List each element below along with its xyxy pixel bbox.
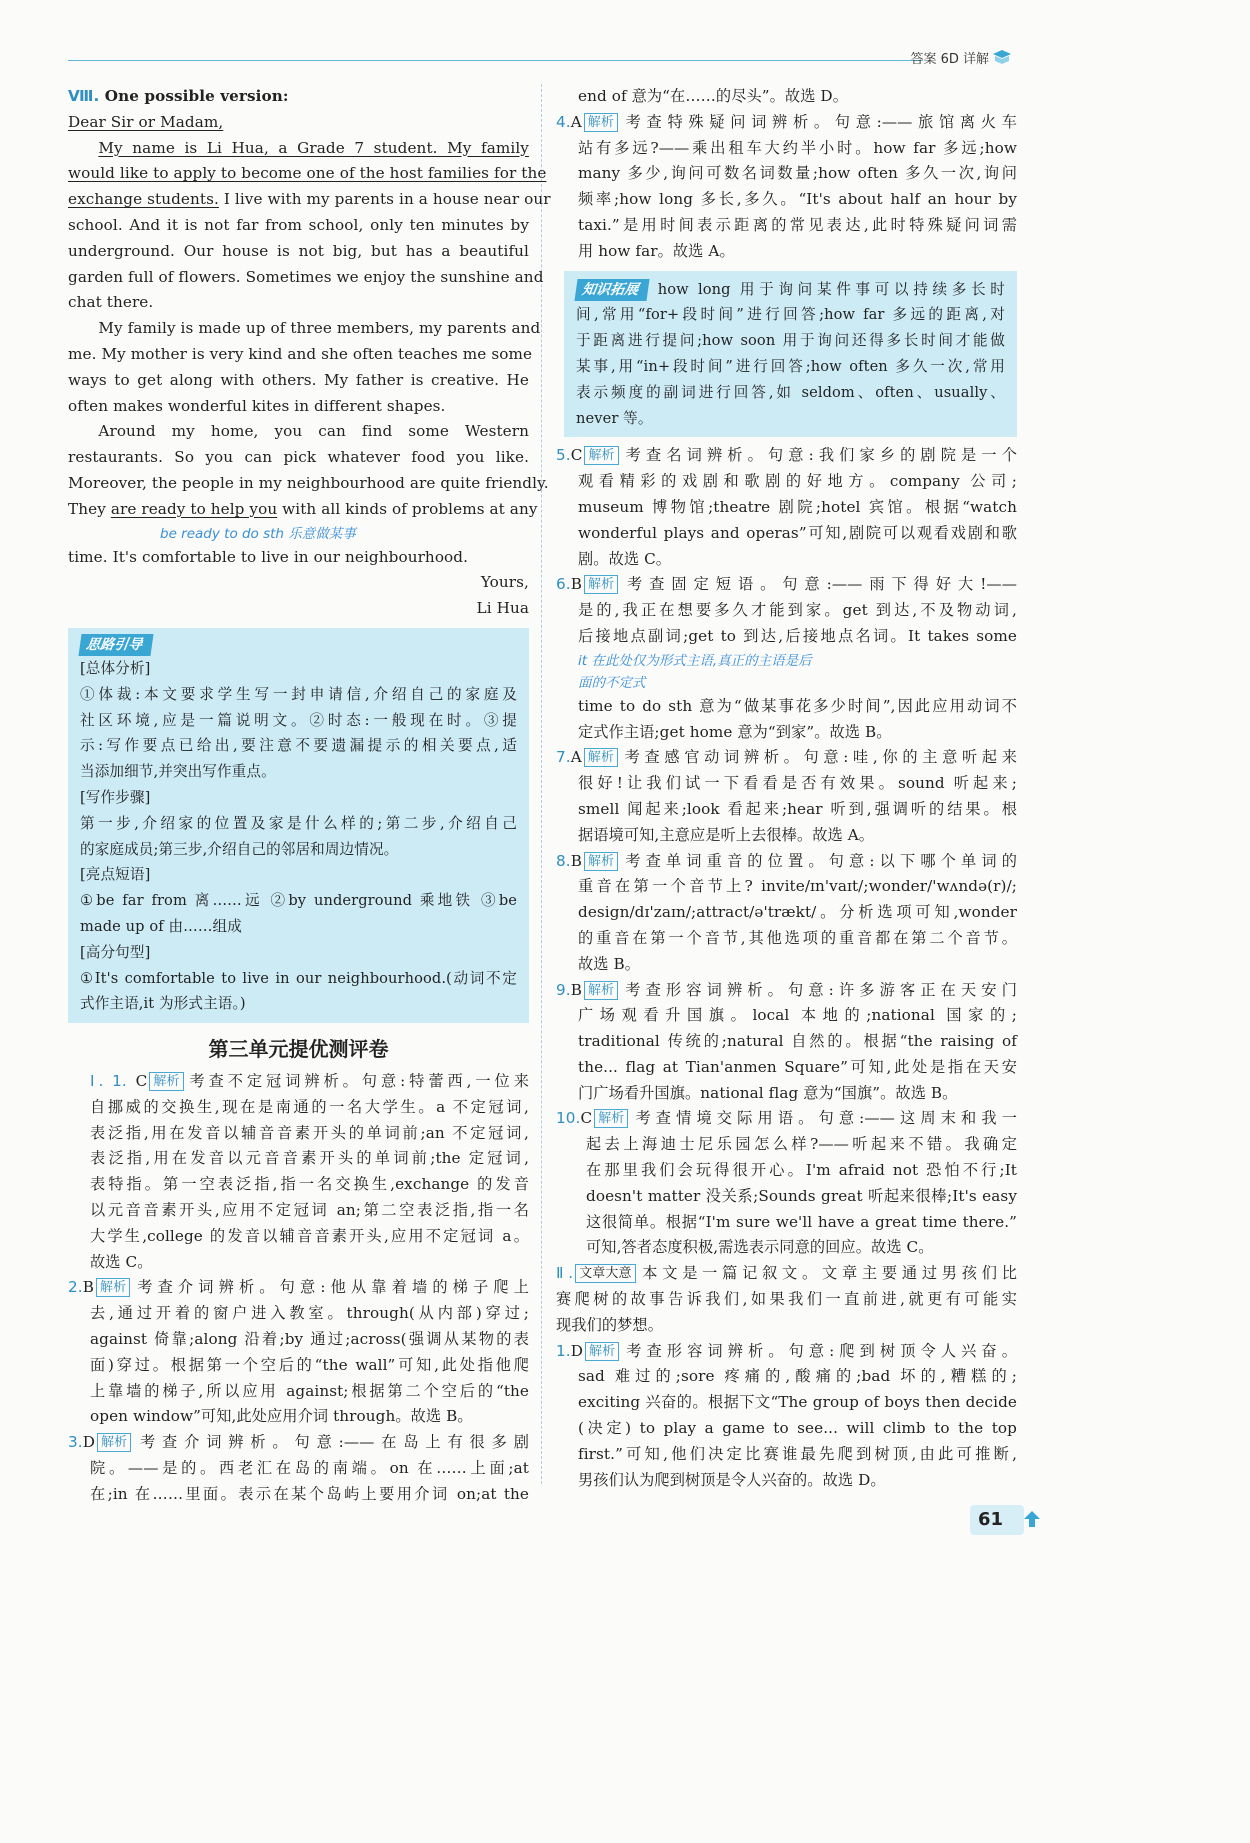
essay-greeting: Dear Sir or Madam, xyxy=(68,112,224,131)
text-line: 大学生,college 的发音以辅音音素开头,应用不定冠词 a。 xyxy=(90,1226,529,1245)
text-line: 3.D 解析 考查介词辨析。句意:——在岛上有很多剧 xyxy=(68,1433,529,1452)
text-line: 很好!让我们试一下看看是否有效果。sound 听起来; xyxy=(578,774,1017,793)
writing-guide-box xyxy=(68,628,529,1023)
essay-line: chat there. xyxy=(68,293,154,312)
text-line: 可知,答者态度积极,需选表示同意的回应。故选 C。 xyxy=(586,1238,934,1257)
knowledge-extension-box xyxy=(564,271,1017,438)
text-line: 现我们的梦想。 xyxy=(556,1315,664,1334)
text-line: smell 闻起来;look 看起来;hear 听到,强调听的结果。根 xyxy=(578,799,1017,818)
left-column xyxy=(68,84,551,1508)
text-line: 自挪威的交换生,现在是南通的一名大学生。a 不定冠词, xyxy=(90,1097,529,1116)
guide-line: ①be far from 离……远 ②by underground 乘地铁 ③be xyxy=(80,892,517,910)
text-line: 表泛指,用在发音以辅音音素开头的单词前;an 不定冠词, xyxy=(90,1123,529,1142)
essay-line: school. And it is not far from school, only ten minutes by xyxy=(68,215,529,234)
text-line: 某事,用“in+段时间”进行回答;how often 多久一次,常用 xyxy=(576,357,1005,375)
answer-item xyxy=(556,1106,1017,1261)
essay-line: garden full of flowers. Sometimes we enjoy the sunshine and xyxy=(68,267,544,286)
answer-item xyxy=(556,110,1017,265)
essay-line: underground. Our house is not big, but has a beautiful xyxy=(68,241,529,260)
text-line: 剧。故选 C。 xyxy=(578,549,672,568)
text-line: sad 难过的;sore 疼痛的,酸痛的;bad 坏的,糟糕的; xyxy=(578,1367,1017,1386)
answer-item xyxy=(556,572,1017,745)
text-line: 在;in 在……里面。表示在某个岛屿上要用介词 on;at the xyxy=(90,1484,529,1503)
essay-line: would like to apply to become one of the host families for the xyxy=(68,164,547,183)
answer-item xyxy=(68,1430,529,1507)
text-line: 10.C 解析 考查情境交际用语。句意:——这周末和我一 xyxy=(556,1109,1017,1128)
text-line: 是的,我正在想要多久才能到家。get 到达,不及物动词, xyxy=(578,601,1017,620)
header-label: 答案 6D 详解 xyxy=(910,52,989,67)
text-line: 在那里我们会玩得很开心。I'm afraid not 恐怕不行;It xyxy=(586,1161,1017,1180)
book-icon xyxy=(991,46,1013,68)
extension-tag: 知识拓展 xyxy=(574,279,649,301)
essay-line: Moreover, the people in my neighbourhood are quite friendly. xyxy=(68,473,549,492)
answer-item xyxy=(556,84,1017,110)
answer-item xyxy=(556,849,1017,978)
text-line: traditional 传统的;natural 自然的。根据“the raising of xyxy=(578,1032,1017,1051)
answer-item xyxy=(68,1275,529,1430)
text-line: 2.B 解析 考查介词辨析。句意:他从靠着墙的梯子爬上 xyxy=(68,1278,529,1297)
text-line: 5.C 解析 考查名词辨析。句意:我们家乡的剧院是一个 xyxy=(556,446,1017,465)
text-line: 9.B 解析 考查形容词辨析。句意:许多游客正在天安门 xyxy=(556,980,1017,999)
text-line: 面)穿过。根据第一个空后的“the wall”可知,此处指他爬 xyxy=(90,1355,529,1374)
essay-line: ways to get along with others. My father is creative. He xyxy=(68,370,529,389)
text-line: 男孩们认为爬到树顶是令人兴奋的。故选 D。 xyxy=(578,1470,886,1489)
section-title: 第三单元提优测评卷 xyxy=(208,1037,389,1062)
answer-item xyxy=(556,978,1017,1107)
text-line: 这很简单。根据“I'm sure we'll have a great time there.” xyxy=(586,1212,1017,1231)
text-line: 间,常用“for+段时间”进行回答;how far 多远的距离,对 xyxy=(576,306,1005,324)
guide-line: 式作主语,it 为形式主语。) xyxy=(80,995,246,1013)
essay-line: time. It's comfortable to live in our neighbourhood. xyxy=(68,547,469,566)
text-line: 于距离进行提问;how soon 用于询问还得多长时间才能做 xyxy=(576,332,1005,350)
guide-line: made up of 由……组成 xyxy=(80,917,242,935)
text-line: 表泛指,用在发音以元音音素开头的单词前;the 定冠词, xyxy=(90,1149,529,1168)
text-line: (决定) to play a game to see... will climb to the top xyxy=(578,1419,1017,1438)
answer-item xyxy=(556,443,1017,572)
text-line: against 倚靠;along 沿着;by 通过;across(强调从某物的表 xyxy=(90,1330,529,1349)
text-line: 8.B 解析 考查单词重音的位置。句意:以下哪个单词的 xyxy=(556,851,1017,870)
handwritten-note: 面的不定式 xyxy=(578,674,646,691)
text-line: 定式作主语;get home 意为“到家”。故选 B。 xyxy=(578,722,892,741)
text-line: 故选 C。 xyxy=(90,1252,153,1271)
guide-line: 社区环境,应是一篇说明文。②时态:一般现在时。③提 xyxy=(80,711,517,729)
text-line: 观看精彩的戏剧和歌剧的好地方。company 公司; xyxy=(578,472,1017,491)
text-line: 频率;how long 多长,多久。“It's about half an hour by xyxy=(578,190,1017,209)
guide-tag: 思路引导 xyxy=(78,634,153,656)
text-line: end of 意为“在……的尽头”。故选 D。 xyxy=(578,87,848,105)
text-line: 站有多远?——乘出租车大约半小时。how far 多远;how xyxy=(578,138,1017,157)
essay-line: me. My mother is very kind and she often teaches me some xyxy=(68,344,533,363)
essay-line: often makes wonderful kites in different shapes. xyxy=(68,396,446,415)
text-line: time to do sth 意为“做某事花多少时间”,因此应用动词不 xyxy=(578,696,1017,715)
text-line: first.”可知,他们决定比赛谁最先爬到树顶,由此可推断, xyxy=(578,1444,1017,1463)
text-line: wonderful plays and operas”可知,剧院可以观看戏剧和歌 xyxy=(578,523,1017,542)
text-line: doesn't matter 没关系;Sounds great 听起来很棒;It's easy xyxy=(586,1186,1017,1205)
column-divider xyxy=(541,84,542,1484)
right-column xyxy=(556,84,1017,1493)
guide-heading: [写作步骤] xyxy=(80,788,151,806)
text-line: 后接地点副词;get to 到达,后接地点名词。It takes some xyxy=(578,626,1017,645)
essay-closing: Yours, xyxy=(480,573,529,592)
text-line: 赛爬树的故事告诉我们,如果我们一直前进,就更有可能实 xyxy=(556,1290,1017,1309)
essay-line: exchange students. I live with my parents in a house near our xyxy=(68,190,551,209)
text-line: 的重音在第一个音节,其他选项的重音都在第二个音节。 xyxy=(578,928,1017,947)
text-line: 知识拓展 how long 用于询问某件事可以持续多长时 xyxy=(576,277,1005,303)
text-line: 去,通过开着的窗户进入教室。through(从内部)穿过; xyxy=(90,1304,529,1323)
essay-line: My name is Li Hua, a Grade 7 student. My family xyxy=(98,138,529,157)
answer-item xyxy=(556,1339,1017,1494)
guide-line: 第一步,介绍家的位置及家是什么样的;第二步,介绍自己 xyxy=(80,814,517,832)
guide-line: 示:写作要点已给出,要注意不要遗漏提示的相关要点,适 xyxy=(80,737,517,755)
text-line: 起去上海迪士尼乐园怎么样?——听起来不错。我确定 xyxy=(586,1135,1017,1154)
text-line: Ⅰ. 1. C 解析 考查不定冠词辨析。句意:特蕾西,一位来 xyxy=(90,1072,529,1091)
header-rule xyxy=(68,60,923,61)
guide-line: 的家庭成员;第三步,介绍自己的邻居和周边情况。 xyxy=(80,840,399,858)
text-line: 重音在第一个音节上? invite/ɪn'vaɪt/;wonder/'wʌndə(r)/; xyxy=(578,877,1017,896)
text-line: 用 how far。故选 A。 xyxy=(578,241,735,260)
guide-line: 当添加细节,并突出写作重点。 xyxy=(80,763,276,781)
text-line: never 等。 xyxy=(576,409,653,427)
text-line: 广场观看升国旗。local 本地的;national 国家的; xyxy=(578,1006,1017,1025)
arrow-up-icon xyxy=(1023,1510,1041,1528)
text-line: 4.A 解析 考查特殊疑问词辨析。句意:——旅馆离火车 xyxy=(556,112,1017,131)
handwritten-note: it 在此处仅为形式主语,真正的主语是后 xyxy=(578,652,812,669)
page-number: 61 xyxy=(970,1505,1024,1535)
text-line: 门广场看升国旗。national flag 意为“国旗”。故选 B。 xyxy=(578,1083,958,1102)
text-line: museum 博物馆;theatre 剧院;hotel 宾馆。根据“watch xyxy=(578,497,1017,516)
essay-signature: Li Hua xyxy=(476,599,529,618)
text-line: design/dɪ'zaɪn/;attract/ə'trækt/。分析选项可知,wonder xyxy=(578,903,1017,922)
text-line: 6.B 解析 考查固定短语。句意:——雨下得好大!—— xyxy=(556,575,1017,594)
guide-heading: [总体分析] xyxy=(80,659,151,677)
text-line: taxi.”是用时间表示距离的常见表达,此时特殊疑问词需 xyxy=(578,215,1017,234)
guide-heading: [高分句型] xyxy=(80,943,151,961)
text-line: many 多少,询问可数名词数量;how often 多久一次,询问 xyxy=(578,164,1017,183)
text-line: 据语境可知,主意应是听上去很棒。故选 A。 xyxy=(578,825,875,844)
text-line: 表示频度的副词进行回答,如 seldom、often、usually、 xyxy=(576,383,1005,401)
text-line: 上靠墙的梯子,所以应用 against;根据第二个空后的“the xyxy=(90,1381,529,1400)
text-line: 7.A 解析 考查感官动词辨析。句意:哇,你的主意听起来 xyxy=(556,748,1017,767)
essay-line: Around my home, you can find some Western xyxy=(98,422,529,441)
text-line: 故选 B。 xyxy=(578,954,641,973)
text-line: 院。——是的。西老汇在岛的南端。on 在……上面;at xyxy=(90,1459,529,1478)
essay-heading: Ⅷ. One possible version: xyxy=(68,87,289,105)
section-summary xyxy=(556,1261,1017,1338)
text-line: 以元音音素开头,应用不定冠词 an;第二空表泛指,指一名 xyxy=(90,1201,529,1220)
essay-line: They are ready to help you with all kinds of problems at any xyxy=(68,499,538,518)
handwritten-note: be ready to do sth 乐意做某事 xyxy=(160,525,356,542)
answer-item xyxy=(68,1069,529,1275)
text-line: exciting 兴奋的。根据下文“The group of boys then decide xyxy=(578,1393,1017,1412)
guide-line: ①体裁:本文要求学生写一封申请信,介绍自己的家庭及 xyxy=(80,685,517,703)
text-line: Ⅱ. 文章大意 本文是一篇记叙文。文章主要通过男孩们比 xyxy=(556,1264,1017,1283)
essay-line: My family is made up of three members, my parents and xyxy=(98,319,541,338)
guide-heading: [亮点短语] xyxy=(80,866,151,884)
text-line: the... flag at Tian'anmen Square”可知,此处是指在天安 xyxy=(578,1057,1017,1076)
guide-line: ①It's comfortable to live in our neighbourhood.(动词不定 xyxy=(80,969,517,987)
text-line: open window”可知,此处应用介词 through。故选 B。 xyxy=(90,1407,473,1426)
essay-line: restaurants. So you can pick whatever food you like. xyxy=(68,448,529,467)
answer-item xyxy=(556,745,1017,848)
text-line: 表特指。第一空表泛指,指一名交换生,exchange 的发音 xyxy=(90,1175,529,1194)
text-line: 1.D 解析 考查形容词辨析。句意:爬到树顶令人兴奋。 xyxy=(556,1341,1017,1360)
